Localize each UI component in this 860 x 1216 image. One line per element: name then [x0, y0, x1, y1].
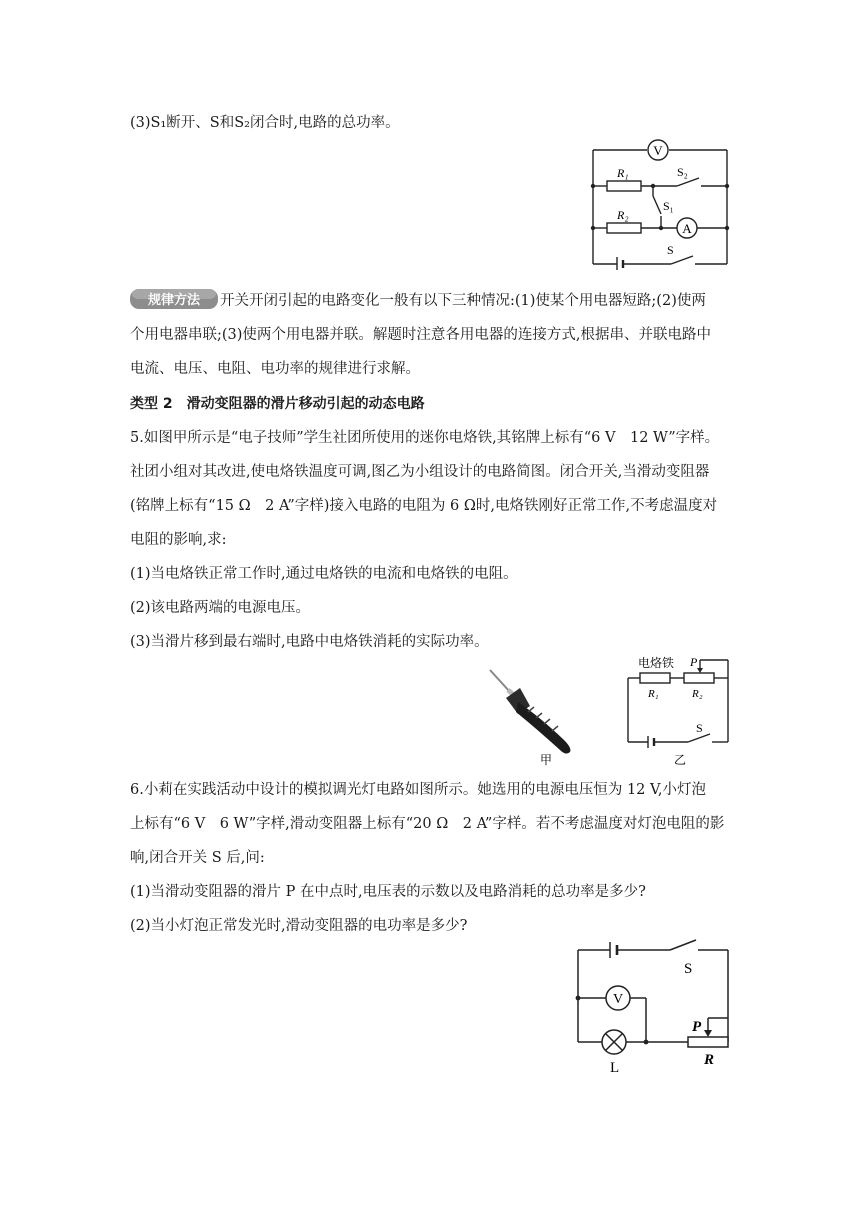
s1-label: S₁ [663, 199, 674, 213]
q6-part1: (1)当滑动变阻器的滑片 P 在中点时,电压表的示数以及电路消耗的总功率是多少? [130, 884, 646, 900]
voltmeter-label: V [653, 143, 663, 158]
q5-part2: (2)该电路两端的电源电压。 [130, 600, 311, 616]
rheostat-label: R [704, 1052, 715, 1068]
q5-line-1: 5.如图甲所示是“电子技师”学生社团所使用的迷你电烙铁,其铭牌上标有“6 V 12 W”字样。 [130, 430, 720, 446]
q5-part1: (1)当电烙铁正常工作时,通过电烙铁的电流和电烙铁的电阻。 [130, 566, 518, 582]
q5-line-4: 电阻的影响,求: [130, 532, 227, 548]
ammeter-label: A [682, 221, 692, 236]
circuit-diagram-q6 [570, 938, 740, 1078]
method-line-3: 电流、电压、电阻、电功率的规律进行求解。 [130, 361, 420, 377]
s-label: S [667, 243, 674, 257]
iron-label: 电烙铁 [638, 656, 675, 670]
method-line-1: 开关开闭引起的电路变化一般有以下三种情况:(1)使某个用电器短路;(2)使两 [220, 293, 706, 309]
s2-label: S₂ [677, 165, 688, 179]
q4-part3: (3)S₁断开、S和S₂闭合时,电路的总功率。 [130, 115, 400, 131]
method-badge [128, 287, 220, 311]
r1-label: R₁ [617, 166, 629, 180]
fig-yi-label: 乙 [673, 753, 687, 767]
svg-text:规律方法: 规律方法 [147, 293, 201, 308]
q5-line-3: (铭牌上标有“15 Ω 2 A”字样)接入电路的电阻为 6 Ω时,电烙铁刚好正常工作,不考虑温度对 [130, 498, 718, 514]
fig-jia-label: 甲 [539, 753, 553, 767]
lamp-label: L [610, 1060, 620, 1076]
circuit-diagram-q4 [585, 138, 735, 270]
r2-label: R₂ [617, 208, 629, 222]
q6-line-3: 响,闭合开关 S 后,问: [130, 850, 265, 866]
circuit-diagram-q5 [618, 650, 740, 770]
s-label-q5: S [696, 721, 703, 735]
q6-part2: (2)当小灯泡正常发光时,滑动变阻器的电功率是多少? [130, 918, 468, 934]
slider-p-label-q5: P [690, 655, 698, 669]
r1-label-q5: R₁ [648, 688, 659, 700]
q6-line-2: 上标有“6 V 6 W”字样,滑动变阻器上标有“20 Ω 2 A”字样。若不考虑温度对灯泡电阻的影 [130, 816, 725, 832]
s-label-q6: S [684, 961, 693, 977]
q5-part3: (3)当滑片移到最右端时,电路中电烙铁消耗的实际功率。 [130, 634, 489, 650]
voltmeter-label-q6: V [612, 992, 624, 1007]
soldering-iron-image [480, 662, 590, 770]
q6-line-1: 6.小莉在实践活动中设计的模拟调光灯电路如图所示。她选用的电源电压恒为 12 V,小灯泡 [130, 782, 707, 798]
q5-line-2: 社团小组对其改进,使电烙铁温度可调,图乙为小组设计的电路简图。闭合开关,当滑动变阻器 [130, 464, 710, 480]
slider-p-label-q6: P [692, 1019, 702, 1035]
section-title-type-2: 类型 2 滑动变阻器的滑片移动引起的动态电路 [130, 396, 425, 412]
r2-label-q5: R₂ [692, 688, 703, 700]
method-line-2: 个用电器串联;(3)使两个用电器并联。解题时注意各用电器的连接方式,根据串、并联电路中 [130, 327, 712, 343]
